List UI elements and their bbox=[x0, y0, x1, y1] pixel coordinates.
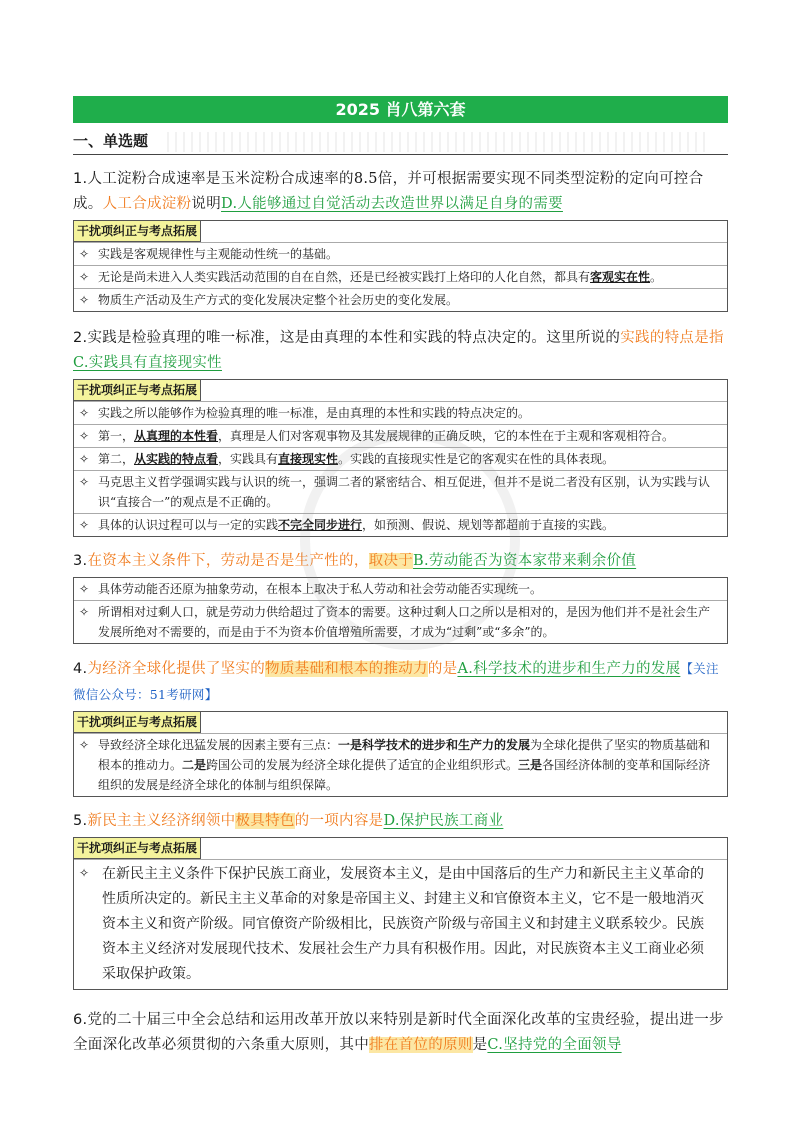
emphasis-text: 不完全同步进行 bbox=[278, 518, 363, 532]
question-text: 实践是检验真理的唯一标准，这是由真理的本性和实践的特点决定的。这里所说的 bbox=[87, 330, 621, 346]
diamond-bullet-icon: ✧ bbox=[79, 582, 90, 596]
explanation-item bbox=[74, 859, 727, 989]
question-number: 3. bbox=[73, 553, 88, 569]
explanation-text: 跨国公司的发展为经济全球化提供了适宜的企业组织形式。 bbox=[206, 758, 519, 772]
explanation-box bbox=[73, 577, 728, 644]
explanation-box bbox=[73, 220, 728, 312]
answer: D.保护民族工商业 bbox=[383, 813, 504, 829]
question-number: 2. bbox=[73, 330, 88, 346]
answer: D.人能够通过自觉活动去改造世界以满足自身的需要 bbox=[221, 196, 563, 212]
emphasis-text: 从真理的本性看 bbox=[134, 429, 219, 443]
explanation-text: 马克思主义哲学强调实践与认识的统一，强调二者的紧密结合、相互促进，但并不是说二者没有区别，认为实践与认识“直接合一”的观点是不正确的。 bbox=[98, 475, 711, 509]
box-heading: 干扰项纠正与考点拓展 bbox=[74, 380, 201, 401]
explanation-text: 为全球化提供了坚实的物质基础和根本的推动力。 bbox=[98, 738, 711, 772]
explanation-item bbox=[74, 733, 727, 796]
explanation-text: ，真理是人们对客观事物及其发展规律的正确反映，它的本性在于主观和客观相符合。 bbox=[218, 429, 675, 443]
explanation-text: 物质生产活动及生产方式的变化发展决定整个社会历史的变化发展。 bbox=[98, 293, 459, 307]
explanation-item bbox=[74, 513, 727, 536]
question-text: 党的二十届三中全会总结和运用改革开放以来特别是新时代全面深化改革的宝贵经验，提出进一步全面深化改革必须贯彻的六条重大原则，其中 bbox=[73, 1012, 724, 1053]
explanation-text: 所谓相对过剩人口，就是劳动力供给超过了资本的需要。这种过剩人口之所以是相对的，是因为他们并不是社会生产发展所绝对不需要的，而是由于不为资本价值增殖所需要，才成为“过剩”或“多余”的。 bbox=[98, 605, 711, 639]
question-text: 人工淀粉合成速率是玉米淀粉合成速率的8.5倍，并可根据需要实现不同类型淀粉的定向可控合成。 bbox=[73, 171, 704, 212]
wechat-link[interactable]: 【关注微信公众号：51考研网】 bbox=[73, 661, 719, 702]
question-2 bbox=[73, 326, 728, 376]
box-heading: 干扰项纠正与考点拓展 bbox=[74, 838, 201, 859]
key-phrase-highlight: 取决于 bbox=[368, 553, 414, 569]
document-page bbox=[73, 96, 728, 1058]
explanation-text: 。实践的直接现实性是它的客观实在性的具体表现。 bbox=[338, 452, 615, 466]
key-phrase: 为经济全球化提供了坚实的 bbox=[87, 661, 266, 677]
section-title: 一、单选题 bbox=[73, 132, 149, 150]
key-phrase: 人工合成淀粉 bbox=[102, 196, 192, 212]
emphasis-text: 从实践的特点看 bbox=[134, 452, 219, 466]
explanation-text: 。 bbox=[650, 270, 663, 284]
explanation-text: 各国经济体制的变革和国际经济组织的发展是经济全球化的体制与组织保障。 bbox=[98, 758, 711, 792]
explanation-text: 实践是客观规律性与主观能动性统一的基础。 bbox=[98, 247, 339, 261]
explanation-box bbox=[73, 379, 728, 537]
explanation-item bbox=[74, 470, 727, 513]
diamond-bullet-icon: ✧ bbox=[79, 866, 90, 880]
explanation-item bbox=[74, 401, 727, 424]
explanation-text: 具体的认识过程可以与一定的实践 bbox=[98, 518, 279, 532]
diamond-bullet-icon: ✧ bbox=[79, 406, 90, 420]
emphasis-text: 客观实在性 bbox=[590, 270, 651, 284]
key-phrase: 新民主主义经济纲领中 bbox=[87, 813, 236, 829]
explanation-item bbox=[74, 447, 727, 470]
answer: C.实践具有直接现实性 bbox=[73, 355, 222, 371]
box-heading: 干扰项纠正与考点拓展 bbox=[74, 221, 201, 242]
explanation-box bbox=[73, 837, 728, 990]
explanation-item bbox=[74, 424, 727, 447]
explanation-item bbox=[74, 288, 727, 311]
question-text: 是 bbox=[472, 1037, 488, 1053]
question-number: 4. bbox=[73, 661, 88, 677]
emphasis-text: 直接现实性 bbox=[278, 452, 339, 466]
explanation-box bbox=[73, 711, 728, 797]
diamond-bullet-icon: ✧ bbox=[79, 738, 90, 752]
key-phrase-highlight: 极具特色 bbox=[235, 813, 295, 829]
question-3 bbox=[73, 549, 728, 574]
key-phrase-highlight: 排在首位的原则 bbox=[369, 1037, 473, 1053]
answer: 展 bbox=[665, 661, 681, 677]
explanation-item bbox=[74, 578, 727, 600]
diamond-bullet-icon: ✧ bbox=[79, 247, 90, 261]
explanation-text: 无论是尚未进入人类实践活动范围的自在自然，还是已经被实践打上烙印的人化自然，都具有 bbox=[98, 270, 591, 284]
explanation-text: 第一， bbox=[98, 429, 135, 443]
question-number: 6. bbox=[73, 1012, 88, 1028]
explanation-item bbox=[74, 600, 727, 643]
emphasis-text: 一是科学技术的进步和生产力的发展 bbox=[338, 738, 531, 752]
explanation-text: ，如预测、假说、规划等都超前于直接的实践。 bbox=[362, 518, 615, 532]
explanation-text: 第二， bbox=[98, 452, 135, 466]
question-5 bbox=[73, 809, 728, 834]
redacted-area bbox=[161, 132, 709, 152]
diamond-bullet-icon: ✧ bbox=[79, 429, 90, 443]
diamond-bullet-icon: ✧ bbox=[79, 518, 90, 532]
diamond-bullet-icon: ✧ bbox=[79, 293, 90, 307]
diamond-bullet-icon: ✧ bbox=[79, 452, 90, 466]
question-6 bbox=[73, 1008, 728, 1058]
key-phrase-highlight: 物质基础和根本的推动力 bbox=[265, 661, 428, 677]
document-title: 2025 肖八第六套 bbox=[73, 96, 728, 123]
question-1 bbox=[73, 167, 728, 217]
diamond-bullet-icon: ✧ bbox=[79, 475, 90, 489]
box-heading: 干扰项纠正与考点拓展 bbox=[74, 712, 201, 733]
answer: A.科学技术的进步和生产力的发 bbox=[457, 661, 666, 677]
explanation-item bbox=[74, 242, 727, 265]
question-number: 1. bbox=[73, 171, 88, 187]
answer: B.劳动能否为资本家带来剩余价值 bbox=[413, 553, 637, 569]
key-phrase: 实践的特点是指 bbox=[620, 330, 724, 346]
emphasis-text: 二是 bbox=[182, 758, 207, 772]
explanation-text: 实践之所以能够作为检验真理的唯一标准，是由真理的本性和实践的特点决定的。 bbox=[98, 406, 531, 420]
emphasis-text: 三是 bbox=[518, 758, 543, 772]
key-phrase: 的是 bbox=[427, 661, 458, 677]
explanation-text: ，实践具有 bbox=[218, 452, 279, 466]
question-number: 5. bbox=[73, 813, 88, 829]
explanation-item bbox=[74, 265, 727, 288]
diamond-bullet-icon: ✧ bbox=[79, 605, 90, 619]
section-heading bbox=[73, 128, 728, 155]
key-phrase: 在资本主义条件下，劳动是否是生产性的， bbox=[87, 553, 369, 569]
answer: C.坚持党的全面领导 bbox=[487, 1037, 622, 1053]
explanation-text: 在新民主主义条件下保护民族工商业，发展资本主义，是由中国落后的生产力和新民主主义革命的性质所决定的。新民主主义革命的对象是帝国主义、封建主义和官僚资本主义，它不是一般地消灭资本主义和资产阶级。同官僚资产阶级相比，民族资产阶级与帝国主义和封建主义联系较少。民族资本主义经济对发展现代技术、发展社会生产力具有积极作用。因此，对民族资本主义工商业必须采取保护政策。 bbox=[102, 866, 704, 982]
question-4 bbox=[73, 656, 728, 708]
explanation-text: 具体劳动能否还原为抽象劳动，在根本上取决于私人劳动和社会劳动能否实现统一。 bbox=[98, 582, 543, 596]
diamond-bullet-icon: ✧ bbox=[79, 270, 90, 284]
explanation-text: 导致经济全球化迅猛发展的因素主要有三点： bbox=[98, 738, 339, 752]
key-phrase: 的一项内容是 bbox=[294, 813, 384, 829]
question-text: 说明 bbox=[191, 196, 222, 212]
